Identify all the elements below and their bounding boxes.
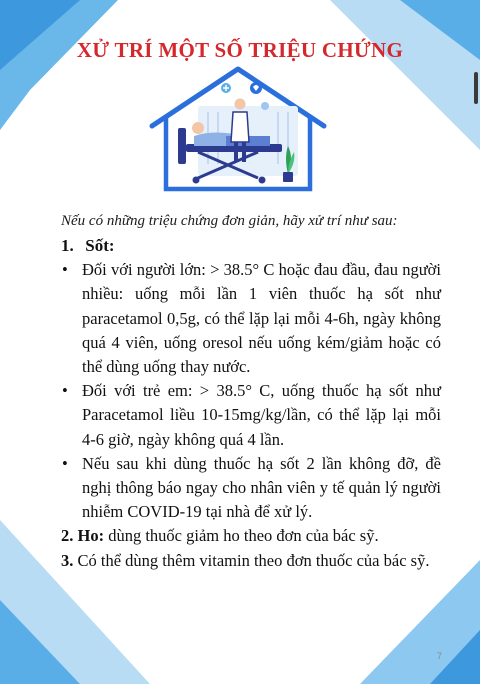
list-item — [61, 258, 441, 379]
list-item — [61, 452, 441, 525]
house-illustration — [138, 66, 338, 192]
list-item-text: Nếu sau khi dùng thuốc hạ sốt 2 lần không đỡ, đề nghị thông báo ngay cho nhân viên y tế quản lý người nhiễm COVID-19 tại nhà để xử lý. — [82, 453, 441, 522]
list-item-text: Đối với người lớn: > 38.5° C hoặc đau đầu, đau người nhiều: uống mỗi lần 1 viên thuốc hạ sốt như paracetamol 0,5g, có thể lặp lại mỗi 4-6h, ngày không quá 4 viên, uống oresol nếu uống kém/giảm hoặc có thể dùng uống thay nước. — [82, 260, 441, 377]
list-item-text: Đối với trẻ em: > 38.5° C, uống thuốc hạ sốt như Paracetamol liều 10-15mg/kg/lần, có thể lặp lại mỗi 4-6 giờ, ngày không quá 4 lần. — [82, 381, 441, 449]
bullet-icon: • — [62, 453, 68, 473]
section-3-text: Có thể dùng thêm vitamin theo đơn thuốc của bác sỹ. — [73, 550, 430, 570]
page-title: XỬ TRÍ MỘT SỐ TRIỆU CHỨNG — [76, 38, 404, 62]
section-1-title: Sốt: — [85, 236, 115, 255]
section-2-text: dùng thuốc giảm ho theo đơn của bác sỹ. — [104, 526, 379, 546]
bullet-icon: • — [62, 381, 68, 401]
content-body — [61, 234, 441, 573]
section-3 — [61, 549, 441, 573]
scrollbar[interactable] — [474, 72, 478, 104]
section-2 — [61, 524, 441, 548]
intro-text: Nếu có những triệu chứng đơn giản, hãy xử trí như sau: — [61, 213, 398, 229]
page-number: 7 — [437, 651, 443, 661]
section-1-number: 1. — [61, 236, 74, 255]
section-3-label: 3. — [61, 550, 74, 570]
section-1-heading — [61, 234, 441, 258]
list-item — [61, 379, 441, 452]
bullet-icon: • — [62, 260, 68, 280]
section-2-label: 2. Ho: — [61, 526, 105, 546]
